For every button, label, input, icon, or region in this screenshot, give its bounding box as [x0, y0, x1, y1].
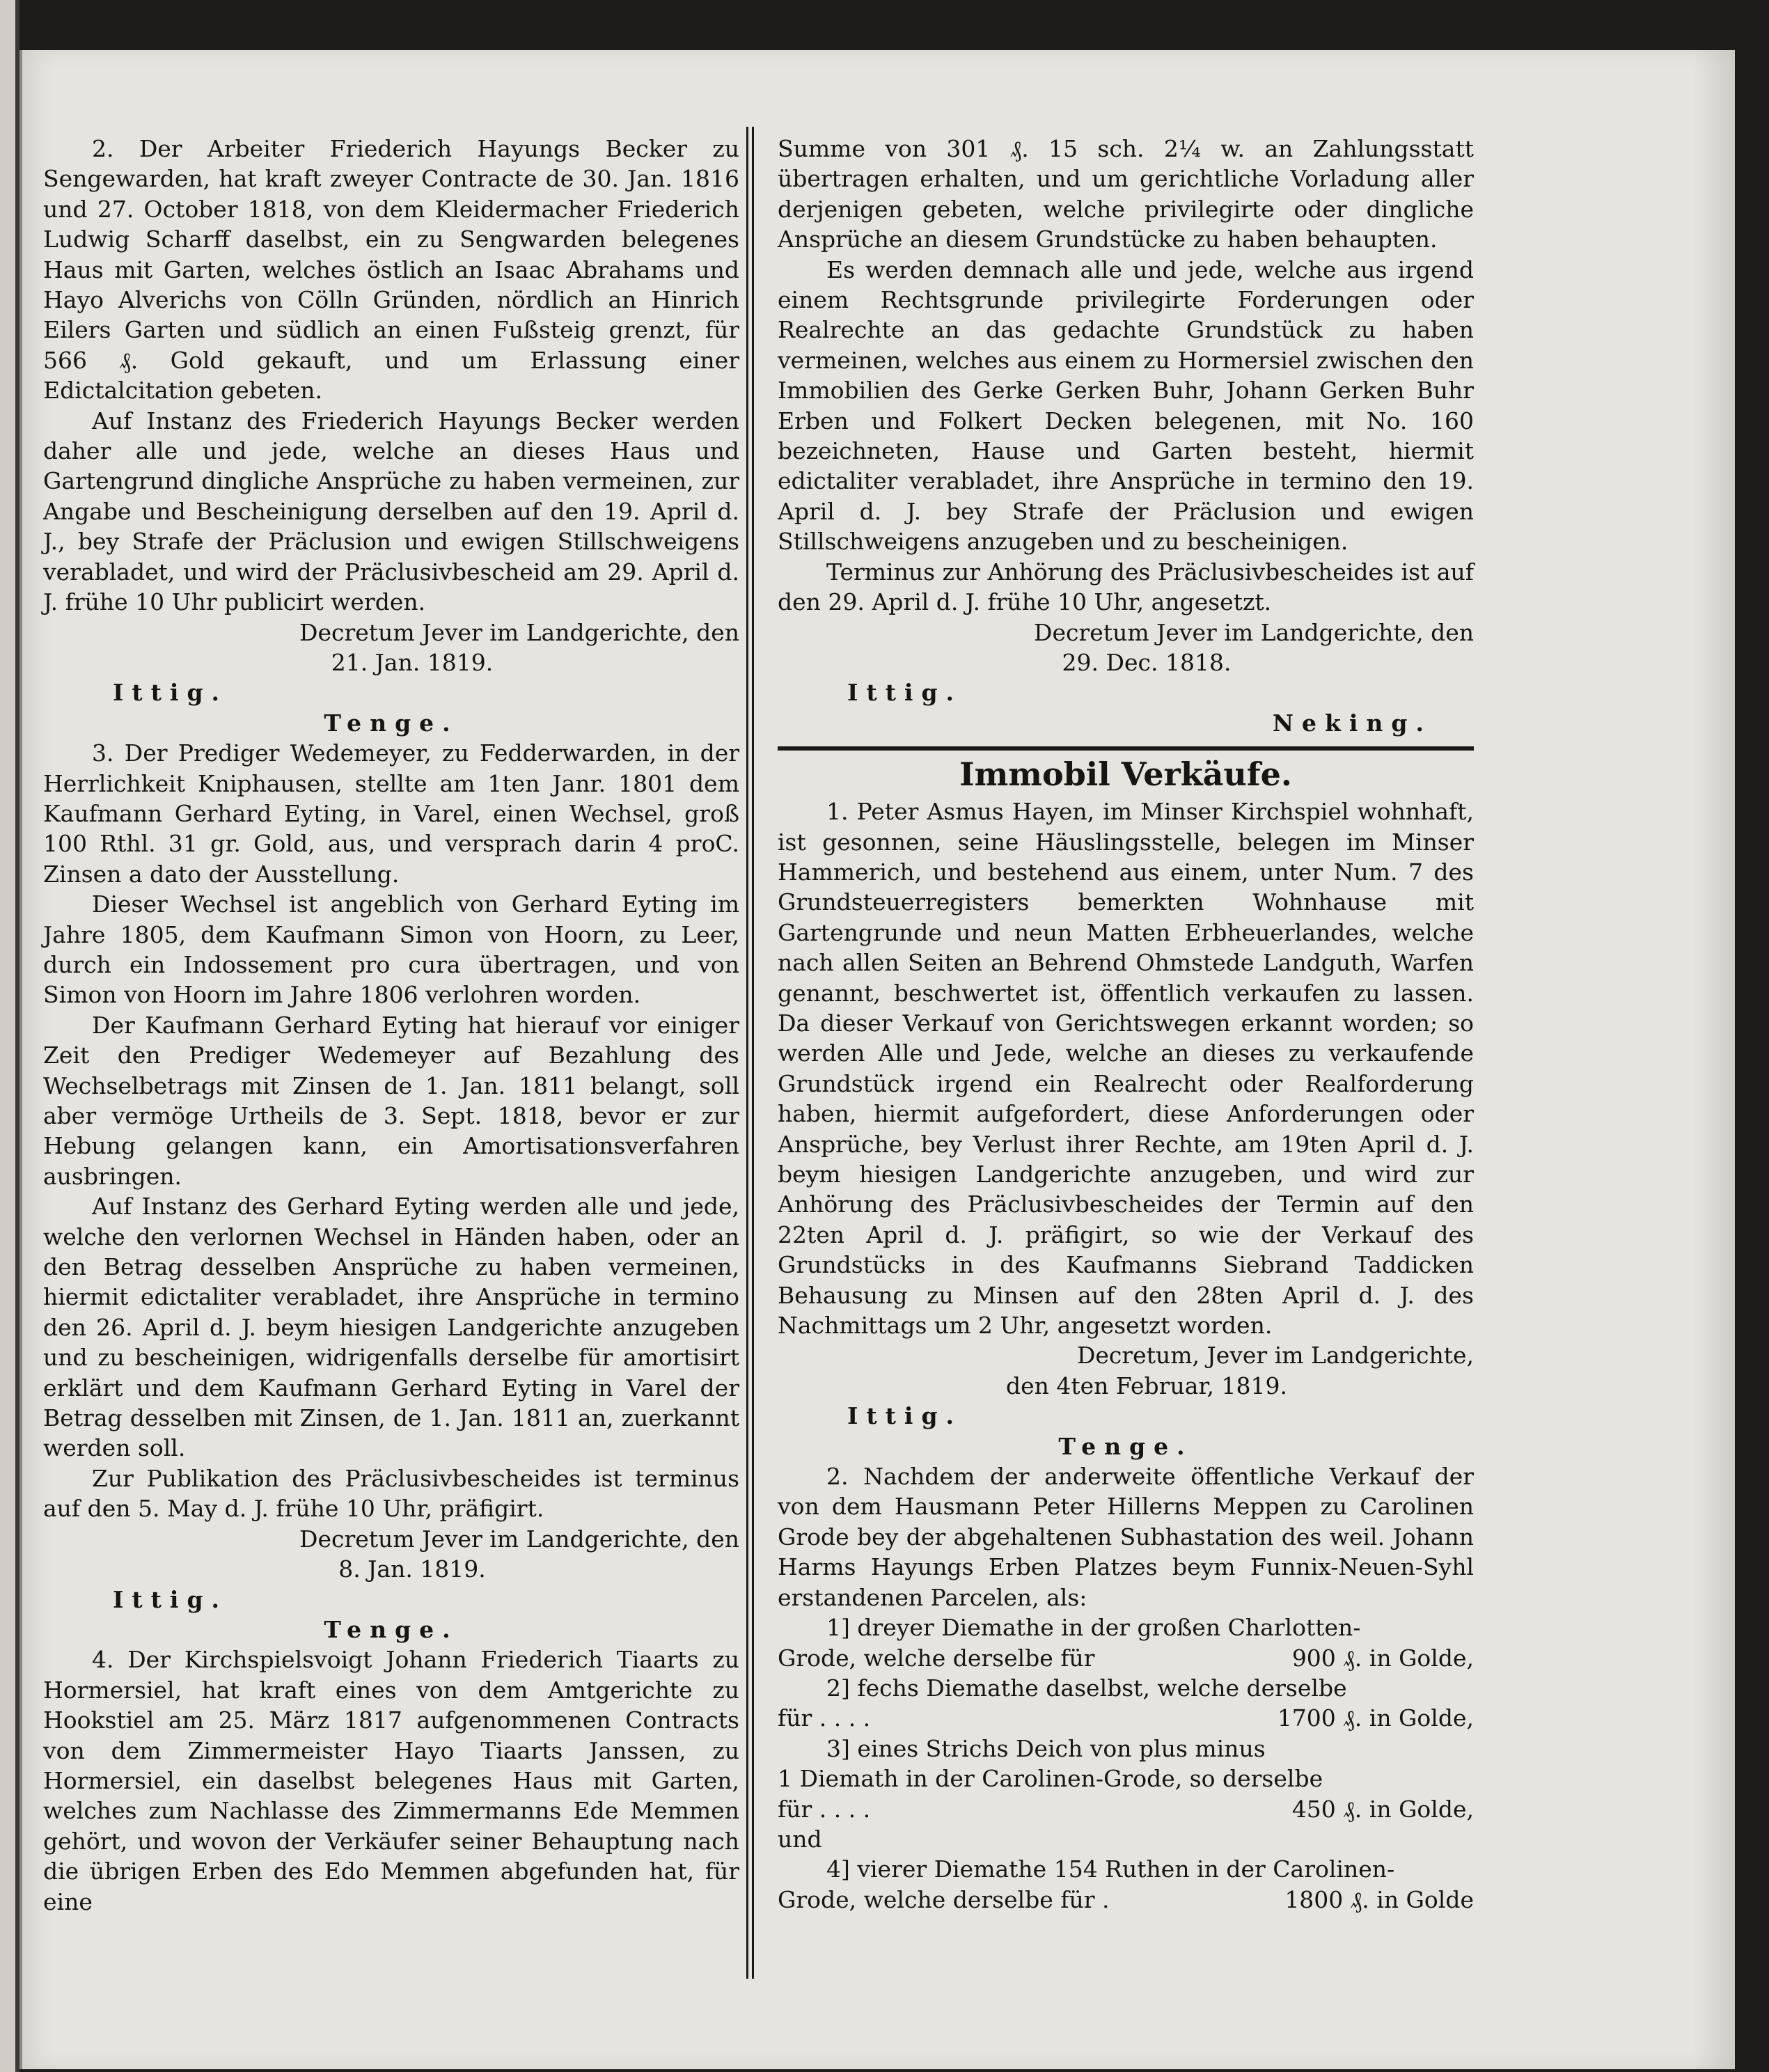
left-column	[43, 134, 739, 1917]
parcel-list-item: 4] vierer Diemathe 154 Ruthen in der Carolinen- Grode, welche derselbe für . 1800 ₰. in Golde	[778, 1855, 1474, 1913]
notice-4-signature-1: Ittig.	[847, 679, 963, 707]
sale-1-signature-2: Tenge.	[1058, 1432, 1193, 1460]
notice-2-decree-date: 21. Jan. 1819.	[331, 648, 494, 676]
notice-4-text: 4. Der Kirchspielsvoigt Johann Friederich Tiaarts zu Hormersiel, hat kraft eines von dem Amtgerichte zu Hookstiel am 25. März 1817 aufgenommenen Contracts von dem Zimmermeister Hayo Tiaarts Janssen, zu Hormersiel, ein daselbst belegenes Haus mit Garten, welches zum Nachlasse des Zimmermanns Ede Memmen gehört, und wovon der Verkäufer seiner Behauptung nach die übrigen Erben des Edo Memmen abgefunden hat, für eine	[43, 1646, 739, 1915]
parcel-list-item: 2] fechs Diemathe daselbst, welche derselbe für . . . . 1700 ₰. in Golde,	[778, 1674, 1474, 1732]
notice-4-decree: Decretum Jever im Landgerichte, den	[1034, 618, 1474, 646]
notice-3-summons: Auf Instanz des Gerhard Eyting werden alle und jede, welche den verlornen Wechsel in Händen haben, oder an den Betrag desselben Ansprüche zu haben vermeinen, hiermit edictaliter verabladet, ihre Ansprüche in termino den 26. April d. J. beym hiesigen Landgerichte anzugeben und zu bescheinigen, widrigenfalls derselbe für amortisirt erklärt und dem Kaufmann Gerhard Eyting in Varel der Betrag desselben mit Zinsen, de 1. Jan. 1811 an, zuerkannt werden soll.	[43, 1193, 739, 1462]
notice-4-signature-2: Neking.	[1272, 709, 1432, 737]
section-rule	[778, 746, 1474, 751]
sale-1-decree: Decretum, Jever im Landgerichte,	[1076, 1342, 1474, 1369]
notice-4-terminus: Terminus zur Anhörung des Präclusivbescheides ist auf den 29. April d. J. frühe 10 Uhr, angesetzt.	[778, 558, 1474, 616]
notice-3-signature-2: Tenge.	[324, 1615, 459, 1643]
notice-4-decree-date: 29. Dec. 1818.	[1062, 648, 1232, 676]
notice-2-signature-1: Ittig.	[113, 679, 228, 707]
sale-1-decree-date: den 4ten Februar, 1819.	[1006, 1372, 1287, 1399]
column-divider	[746, 127, 756, 1979]
notice-3-text: 3. Der Prediger Wedemeyer, zu Fedderwarden, in der Herrlichkeit Kniphausen, stellte am 1ten Janr. 1801 dem Kaufmann Gerhard Eyting, in Varel, einen Wechsel, groß 100 Rthl. 31 gr. Gold, aus, und versprach darin 4 proC. Zinsen a dato der Ausstellung.	[43, 739, 739, 888]
parcel-list-item: 1] dreyer Diemathe in der großen Charlotten- Grode, welche derselbe für 900 ₰. in Golde,	[778, 1614, 1474, 1672]
newspaper-page	[19, 50, 1735, 2069]
notice-3-text-3: Der Kaufmann Gerhard Eyting hat hierauf vor einiger Zeit den Prediger Wedemeyer auf Bezahlung des Wechselbetrags mit Zinsen de 1. Jan. 1811 belangt, soll aber vermöge Urtheils de 3. Sept. 1818, bevor er zur Hebung gelangen kann, ein Amortisationsverfahren ausbringen.	[43, 1011, 739, 1190]
sale-2-text: 2. Nachdem der anderweite öffentliche Verkauf der von dem Hausmann Peter Hillerns Meppen zu Carolinen Grode bey der abgehaltenen Subhastation des weil. Johann Harms Hayungs Erben Platzes beym Funnix-Neuen-Syhl erstandenen Parcelen, als:	[778, 1463, 1474, 1611]
notice-3-publication: Zur Publikation des Präclusivbescheides ist terminus auf den 5. May d. J. frühe 10 Uhr, präfigirt.	[43, 1464, 739, 1523]
notice-3-decree-date: 8. Jan. 1819.	[338, 1555, 486, 1583]
sale-1-text: 1. Peter Asmus Hayen, im Minser Kirchspiel wohnhaft, ist gesonnen, seine Häuslingsstelle, belegen im Minser Hammerich, und bestehend aus einem, unter Num. 7 des Grundsteuerregisters bemerkten Wohnhause mit Gartengrunde und neun Matten Erbheuerlandes, welche nach allen Seiten an Behrend Ohmstede Landguth, Warfen genannt, beschwertet ist, öffentlich verkaufen zu lassen. Da dieser Verkauf von Gerichtswegen erkannt worden; so werden Alle und Jede, welche an dieses zu verkaufende Grundstück irgend ein Realrecht oder Realforderung haben, hiermit aufgefordert, diese Anforderungen oder Ansprüche, bey Verlust ihrer Rechte, am 19ten April d. J. beym hiesigen Landgerichte anzugeben, und wird zur Anhörung des Präclusivbescheides der Termin auf den 22ten April d. J. präfigirt, so wie der Verkauf des Grundstücks in des Kaufmanns Siebrand Taddicken Behausung zu Minsen auf den 28ten April d. J. des Nachmittags um 2 Uhr, angesetzt worden.	[778, 798, 1474, 1340]
notice-3-text-2: Dieser Wechsel ist angeblich von Gerhard Eyting im Jahre 1805, dem Kaufmann Simon von Hoorn, zu Leer, durch ein Indossement pro cura übertragen, und von Simon von Hoorn im Jahre 1806 verlohren worden.	[43, 890, 739, 1009]
notice-4-summons: Es werden demnach alle und jede, welche aus irgend einem Rechtsgrunde privilegirte Forderungen oder Realrechte an das gedachte Grundstück zu haben vermeinen, welches aus einem zu Hormersiel zwischen den Immobilien des Gerke Gerken Buhr, Johann Gerken Buhr Erben und Folkert Decken belegenen, mit No. 160 bezeichneten, Hause und Garten besteht, hiermit edictaliter verabladet, ihre Ansprüche in termino den 19. April d. J. bey Strafe der Präclusion und ewigen Stillschweigens anzugeben und zu bescheinigen.	[778, 256, 1474, 556]
notice-2-text: 2. Der Arbeiter Friederich Hayungs Becker zu Sengewarden, hat kraft zweyer Contracte de 30. Jan. 1816 und 27. October 1818, von dem Kleidermacher Friederich Ludwig Scharff daselbst, ein zu Sengwarden belegenes Haus mit Garten, welches östlich an Isaac Abrahams und Hayo Alverichs von Cölln Gründen, nördlich an Hinrich Eilers Garten und südlich an einen Fußsteig grenzt, für 566 ₰. Gold gekauft, und um Erlassung einer Edictalcitation gebeten.	[43, 135, 739, 405]
notice-3-signature-1: Ittig.	[113, 1585, 228, 1613]
notice-4-continuation: Summe von 301 ₰. 15 sch. 2¼ w. an Zahlungsstatt übertragen erhalten, und um gerichtliche Vorladung aller derjenigen gebeten, welche privilegirte oder dingliche Ansprüche an diesem Grundstücke zu haben behaupten.	[778, 135, 1474, 253]
section-heading: Immobil Verkäufe.	[959, 755, 1292, 794]
notice-2-signature-2: Tenge.	[324, 709, 459, 737]
parcel-list-item: 3] eines Strichs Deich von plus minus 1 Diemath in der Carolinen-Grode, so derselbe für . . . . 450 ₰. in Golde, und	[778, 1734, 1474, 1853]
adjacent-page-strip	[0, 0, 15, 2072]
right-column	[778, 134, 1474, 1915]
notice-3-decree: Decretum Jever im Landgerichte, den	[299, 1525, 739, 1553]
sale-1-signature-1: Ittig.	[847, 1402, 963, 1430]
notice-2-decree: Decretum Jever im Landgerichte, den	[299, 618, 739, 646]
notice-2-summons: Auf Instanz des Friederich Hayungs Becker werden daher alle und jede, welche an dieses Haus und Gartengrund dingliche Ansprüche zu haben vermeinen, zur Angabe und Bescheinigung derselben auf den 19. April d. J., bey Strafe der Präclusion und ewigen Stillschweigens verabladet, und wird der Präclusivbescheid am 29. April d. J. frühe 10 Uhr publicirt werden.	[43, 407, 739, 616]
